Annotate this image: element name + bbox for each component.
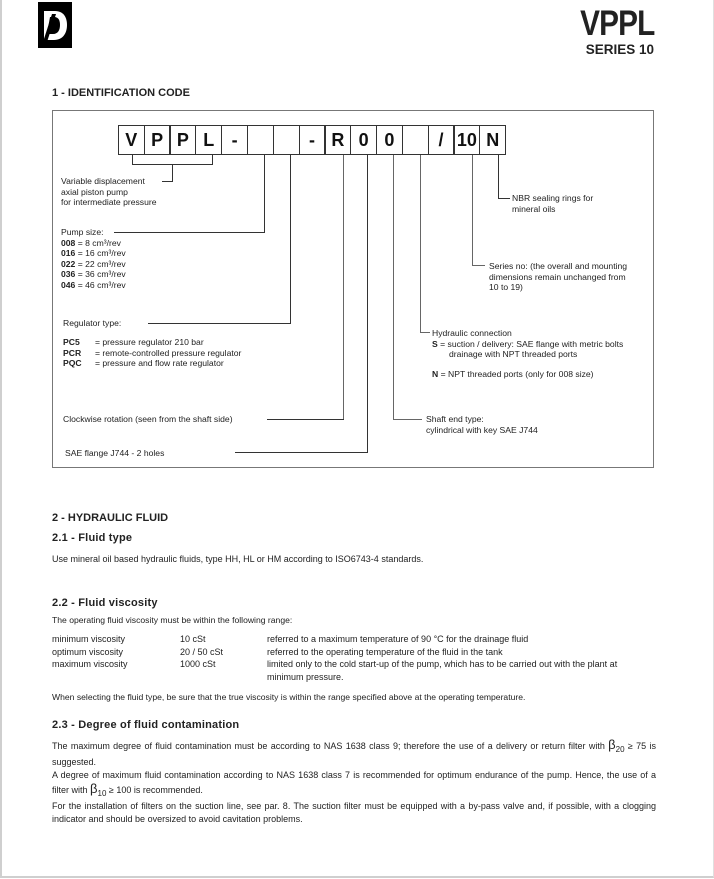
connector-line	[472, 265, 485, 266]
table-row	[52, 658, 642, 683]
cell: minimum viscosity	[52, 634, 126, 644]
cell: 1000 cSt	[180, 659, 216, 669]
table-row	[52, 646, 642, 659]
cell: 20 / 50 cSt	[180, 646, 224, 657]
label-title: Pump size:	[61, 227, 104, 237]
product-title: VPPL	[579, 4, 654, 43]
code-cell: R	[324, 125, 351, 155]
label-title: Hydraulic connection	[432, 328, 512, 338]
value: drainage with NPT threaded ports	[449, 349, 578, 360]
viscosity-intro: The operating fluid viscosity must be within the following range:	[52, 615, 293, 625]
regulator-item	[63, 358, 241, 369]
shaft-label	[426, 414, 538, 435]
series-label	[489, 261, 627, 293]
code: 046	[61, 279, 76, 290]
company-logo	[38, 2, 72, 48]
cell: limited only to the cold start-up of the pump, which has to be carried out with the plant at minimum pressure.	[267, 659, 618, 682]
paragraph	[52, 769, 656, 800]
regulator-item	[63, 348, 241, 359]
connector-line	[420, 332, 430, 333]
pump-size-item	[61, 238, 126, 249]
code-cell: V	[118, 125, 145, 155]
pump-size-item	[61, 259, 126, 270]
connector-line	[498, 155, 499, 199]
connector-line	[148, 323, 291, 324]
pump-size-item	[61, 269, 126, 280]
fluid-type-text: Use mineral oil based hydraulic fluids, type HH, HL or HM according to ISO6743-4 standards.	[52, 554, 424, 564]
value: = 46 cm³/rev	[77, 279, 126, 290]
value: = suction / delivery: SAE flange with metric bolts	[440, 338, 624, 349]
viscosity-table	[52, 633, 642, 683]
seals-label	[512, 193, 593, 214]
connector-line	[393, 419, 422, 420]
contamination-text	[52, 738, 656, 826]
section-2-heading: 2 - HYDRAULIC FLUID	[52, 512, 169, 524]
connector-line	[162, 181, 173, 182]
label-line: cylindrical with key SAE J744	[426, 424, 538, 435]
connector-line	[498, 198, 510, 199]
connector-line	[420, 155, 421, 333]
table-row	[52, 633, 642, 646]
beta-symbol: β	[608, 737, 616, 752]
connector-line	[264, 155, 265, 232]
label-line: Variable displacement	[61, 176, 145, 186]
cell: referred to the operating temperature of the fluid in the tank	[267, 646, 503, 657]
connector-line	[393, 155, 394, 420]
code: PC5	[63, 337, 80, 347]
code: PQC	[63, 358, 82, 369]
code-cell: -	[299, 125, 326, 155]
value: = remote-controlled pressure regulator	[95, 347, 242, 358]
connector-line	[267, 419, 344, 420]
regulator-item	[63, 337, 241, 348]
flange-label: SAE flange J744 - 2 holes	[65, 448, 165, 458]
connector-line	[472, 155, 473, 266]
code: S	[432, 338, 438, 349]
code-row	[119, 125, 506, 155]
value: = 8 cm³/rev	[77, 237, 121, 248]
code-cell: P	[169, 125, 196, 155]
code: 036	[61, 269, 76, 280]
connector-line	[235, 452, 368, 453]
code-cell: 0	[350, 125, 377, 155]
section-1-heading: 1 - IDENTIFICATION CODE	[52, 87, 190, 99]
label-line: mineral oils	[512, 203, 556, 214]
code-cell-regulator	[273, 125, 300, 155]
family-label	[61, 176, 157, 208]
value: = 16 cm³/rev	[77, 248, 126, 259]
value: = 36 cm³/rev	[77, 269, 126, 280]
code-cell: P	[144, 125, 171, 155]
paragraph: For the installation of filters on the suction line, see par. 8. The suction filter must be equipped with a by-pass valve and, if possible, with a clogging indicator and should be oversized to avoid cavitation problems.	[52, 800, 656, 824]
pump-size-label	[61, 227, 126, 291]
product-series: SERIES 10	[585, 42, 654, 57]
pump-size-item	[61, 280, 126, 291]
code-cell-series: 10	[453, 125, 480, 155]
rotation-label: Clockwise rotation (seen from the shaft side)	[63, 414, 233, 424]
value: = NPT threaded ports (only for 008 size)	[440, 368, 594, 379]
connector-line	[343, 155, 344, 420]
text: A degree of maximum fluid contamination according to NAS 1638 class 7 is recommended for optimum endurance of the pump. Hence, the use of a filter with	[52, 769, 656, 795]
regulator-title: Regulator type:	[63, 318, 122, 328]
connector-line	[290, 155, 291, 324]
label-line: axial piston pump	[61, 186, 128, 197]
code: 008	[61, 237, 76, 248]
value: = 22 cm³/rev	[77, 258, 126, 269]
beta-symbol: β	[90, 780, 98, 796]
cell: optimum viscosity	[52, 646, 124, 657]
subscript: 10	[97, 788, 107, 798]
code-cell-hydraulic	[402, 125, 429, 155]
label-line: NBR sealing rings for	[512, 193, 594, 203]
code-cell: -	[221, 125, 248, 155]
section-2-1-heading: 2.1 - Fluid type	[52, 532, 133, 544]
text: ≥ 100 is recommended.	[106, 784, 203, 795]
code: PCR	[63, 347, 82, 358]
hydraulic-n	[432, 369, 623, 380]
text: The maximum degree of fluid contamination must be according to NAS 1638 class 9; therefore the use of a delivery or return filter with	[52, 741, 609, 751]
hydraulic-s	[432, 339, 623, 350]
label-line: dimensions remain unchanged from	[489, 271, 626, 282]
connector-line	[114, 232, 265, 233]
label-line: for intermediate pressure	[61, 197, 157, 208]
code-cell-pump-size	[247, 125, 274, 155]
value: = pressure regulator 210 bar	[95, 337, 204, 347]
connector-line	[367, 155, 368, 453]
code-cell: /	[428, 125, 455, 155]
label-line: Series no: (the overall and mounting	[489, 261, 628, 271]
cell: maximum viscosity	[52, 659, 128, 669]
code: 016	[61, 248, 76, 259]
hydraulic-label	[432, 328, 623, 379]
section-2-2-heading: 2.2 - Fluid viscosity	[52, 597, 158, 609]
connector-line	[132, 155, 133, 164]
label-line: Shaft end type:	[426, 414, 484, 424]
section-2-3-heading: 2.3 - Degree of fluid contamination	[52, 719, 240, 731]
code-cell: 0	[376, 125, 403, 155]
code-cell: L	[195, 125, 222, 155]
code: N	[432, 368, 439, 379]
cell: 10 cSt	[180, 634, 206, 644]
subscript: 20	[615, 744, 625, 754]
code: 022	[61, 258, 76, 269]
connector-line	[172, 164, 173, 181]
paragraph	[52, 738, 656, 769]
value: = pressure and flow rate regulator	[95, 358, 224, 369]
regulator-list	[63, 337, 241, 369]
text: ≥ 75 is suggested.	[52, 741, 656, 767]
connector-line	[212, 155, 213, 164]
cell: referred to a maximum temperature of 90 °C for the drainage fluid	[267, 634, 529, 644]
code-cell-seals: N	[479, 125, 506, 155]
pump-size-item	[61, 248, 126, 259]
label-line: 10 to 19)	[489, 282, 523, 293]
viscosity-outro: When selecting the fluid type, be sure that the true viscosity is within the range specified above at the operating temperature.	[52, 692, 526, 702]
